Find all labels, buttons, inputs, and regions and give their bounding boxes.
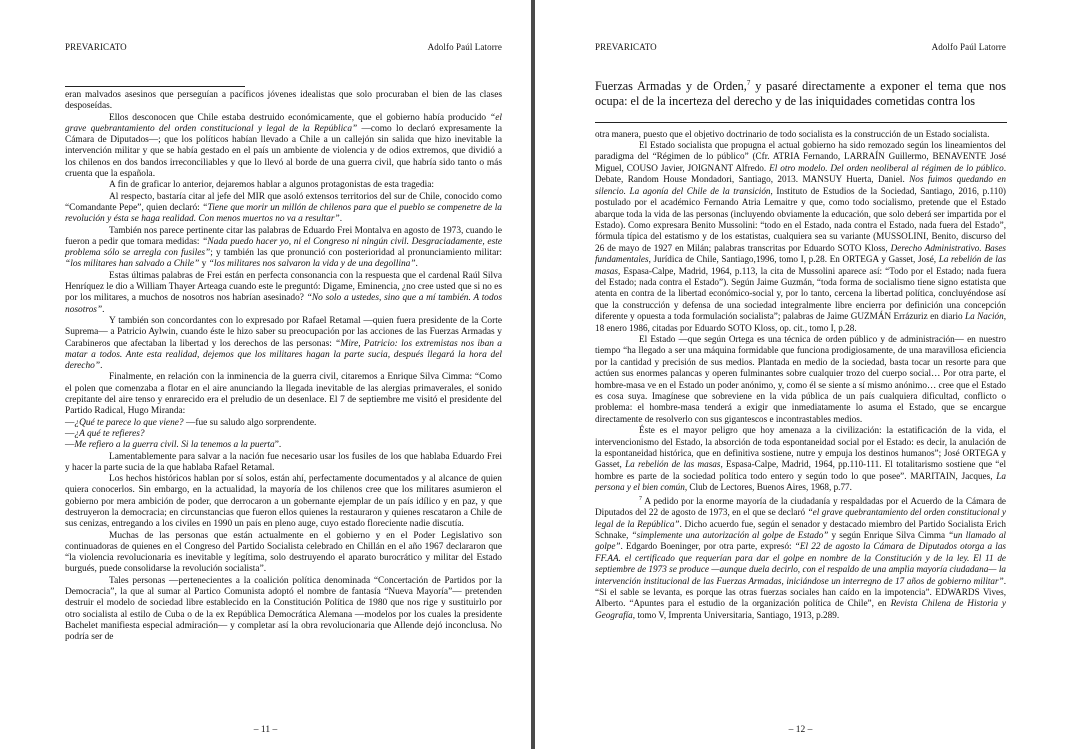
text-run: Al respecto, bastaría citar al jefe del MIR que asoló extensos territorios del sur de Chile, conocido como “Comandante Pepe”, quien declaró: xyxy=(65,191,502,213)
text-run: El Estado —que según Ortega es una técnica de orden público y de administración— en nuestro tiempo “ha llegado a ser una máquina formidable que funciona prodigiosamente, de una maravillosa eficiencia por la cantidad y precisión de sus medios. Plantada en medio de la sociedad, basta tocar un resorte para que actúen sus enormes palancas y operen fulminantes sobre cualquier trozo del cuerpo social… Por otra parte, el hombre-masa ve en el Estado un poder anónimo, y, como él se siente a sí mismo anónimo… cree que el Estado es cosa suya. Imagínese que sobreviene en la vida pública de un país cualquiera dificultad, conflicto o problema: el hombre-masa tenderá a exigir que inmediatamente lo asuma el Estado, que se encargue directamente de resolverlo con sus gigantescos e incontrastables medios. xyxy=(595,333,1006,424)
italic-quote: “los militares nos salvaron la vida y de una degollina” xyxy=(208,259,416,270)
text-run: ”. xyxy=(274,440,282,451)
dialog-line xyxy=(65,418,502,429)
text-run: A pedido por la enorme mayoría de la ciudadanía y respaldadas por el Acuerdo de la Cámara de Diputados del 22 de agosto de 1973, en el que se declaró xyxy=(595,495,1006,518)
text-run: . Edgardo Boeninger, por otra parte, expresó: xyxy=(620,541,795,552)
text-run: , 18 enero 1986, citadas por Eduardo SOTO Kloss, op. cit., tomo I, p.28. xyxy=(595,311,1006,333)
italic-quote: “simplemente una autorización al golpe de Estado” xyxy=(631,529,829,540)
paragraph xyxy=(65,316,502,372)
main-paragraph xyxy=(595,76,1006,110)
italic-quote: Derecho Administrativo. Bases fundamentales xyxy=(595,242,1007,265)
text-run: , Instituto de Estudios de la Sociedad, Santiago, 2016, p.110) postulado por el académico Fernando Atria Lemaitre y que, como todo socialismo, pretende que el Estado abarque toda la vida de las personas (incluyendo obviamente la educación, que solo deberá ser impartida por el Estado). Como expresara Benito Mussolini: “todo en el Estado, nada contra el Estado, nada fuera del Estado”, fórmula típica del estatismo y de los estatistas, cualquiera sea su variante (MUSSOLINI, Benito, discurso del 26 de mayo de 1927 en Milán; palabras transcritas por Eduardo SOTO Kloss, xyxy=(595,185,1006,253)
paragraph xyxy=(595,334,1006,425)
paragraph xyxy=(595,494,1006,622)
text-run: —fue su saludo algo sorprendente. xyxy=(183,417,317,428)
text-run: Ellos desconocen que Chile estaba destruido económicamente, que el gobierno había producido xyxy=(109,112,491,123)
text-run: y xyxy=(199,259,209,270)
main-text-end: y pasaré directamente a exponer el tema que nos ocupa: el de la incerteza del derecho y de las iniquidades cometidas contra los xyxy=(595,79,1006,109)
italic-quote: La rebelión de las masas xyxy=(625,459,721,470)
italic-quote: La Nación xyxy=(965,311,1004,322)
paragraph xyxy=(595,425,1006,493)
text-run: — xyxy=(65,428,75,439)
text-run: . xyxy=(339,214,343,225)
italic-quote: La rebelión de las masas xyxy=(595,254,1006,276)
footnote-rule xyxy=(595,122,1007,123)
italic-quote: Revista Chilena de Historia y Geografía xyxy=(595,598,1006,620)
footnote-rule xyxy=(65,86,245,87)
italic-quote: “el grave quebrantamiento del orden constitucional y legal de la República” xyxy=(595,507,1007,529)
text-run: otra manera, puesto que el objetivo doctrinario de todo socialista es la construcción de un Estado socialista. xyxy=(595,128,990,139)
footnote-number: 7 xyxy=(639,495,642,502)
running-header xyxy=(595,42,1006,54)
text-run: Y también son concordantes con lo expresado por Rafael Retamal —quien fuera presidente de la Corte Suprema— a Patricio Aylwin, cuando éste le hizo saber su preocupación por las acciones de las Fuerzas Armadas y Carabineros que afectaban la libertad y los derechos de las personas: xyxy=(65,315,502,349)
italic-quote: “los militares han salvado a Chile” xyxy=(65,259,200,270)
paragraph xyxy=(65,113,502,181)
page-left xyxy=(0,0,531,749)
text-run: ; y también las que pronunció con posterioridad al pronunciamiento militar: xyxy=(210,248,502,259)
paragraph xyxy=(65,90,502,113)
text-run: , tomo V, Imprenta Universitaria, Santiago, 1913, p.289. xyxy=(632,609,840,620)
text-run: Tales personas —pertenecientes a la coalición política denominada “Concertación de Partidos por la Democracia”, la que al sumar al Partico Comunista adoptó el nombre de fantasía “Nueva Mayoría”— pretenden destruir el modelo de sociedad libre establecido en la Constitución Política de 1980 que nos rige y sustituirlo por otro socialista al estilo de Cuba o de la ex República Democrática Alemana —modelos por los cuales la presidente Bachelet manifiesta especial admiración— y completar así la obra revolucionaria que Allende dejó inconclusa. No podría ser de xyxy=(65,575,502,643)
italic-quote: “No solo a ustedes, sino que a mí también. A todos nosotros” xyxy=(65,293,503,315)
header-author: Adolfo Paúl Latorre xyxy=(427,42,502,52)
paragraph xyxy=(65,226,502,271)
text-run: — xyxy=(65,417,75,428)
text-run: El Estado socialista que propugna el actual gobierno ha sido remozado según los lineamientos del paradigma del “Régimen de lo público” (Cfr. ATRIA Fernando, LARRAÍN Guillermo, BENAVENTE José Miguel, COUSO Javier, JOIGNANT Alfredo. xyxy=(595,140,1006,173)
italic-quote: “un llamado al golpe” xyxy=(595,529,1006,552)
italic-quote: ¿Qué te parece lo que viene? xyxy=(74,417,184,428)
text-run: . Dicho acuerdo fue, según el senador y destacado miembro del Partido Socialista Erich Schnake, xyxy=(595,518,1007,540)
text-run: Muchas de las personas que están actualmente en el gobierno y en el Poder Legislativo son continuadoras de quienes en el Congreso del Partido Socialista celebrado en Chillán en el año 1967 declararon que “la violencia revolucionaria es inevitable y legítima, solo destruyendo el aparato burocrático y militar del Estado burgués, puede consolidarse la revolución socialista”. xyxy=(65,530,502,575)
paragraph xyxy=(65,180,502,191)
text-run: eran malvados asesinos que perseguían a pacíficos jóvenes idealistas que solo procuraban el bien de las clases desposeídas. xyxy=(65,90,502,112)
page-number: – 12 – xyxy=(788,725,813,735)
header-book-title: PREVARICATO xyxy=(595,42,657,52)
text-run: , Jurídica de Chile, Santiago,1996, tomo I, p.28. En ORTEGA y Gasset, José, xyxy=(648,254,939,265)
italic-quote: La persona y el bien común xyxy=(595,470,1006,493)
text-run: . “Si el sable se levanta, es porque las otras fuerzas sociales han caído en la impotencia”. EDWARDS Vives, Alberto. “Apuntes para el estudio de la organización política de Chile”, en xyxy=(595,575,1006,609)
text-run: También nos parece pertinente citar las palabras de Eduardo Frei Montalva en agosto de 1973, cuando le fueron a pedir que tomara medidas: xyxy=(65,225,502,247)
dialog-line xyxy=(65,429,502,440)
page-number: – 11 – xyxy=(253,725,278,735)
text-run: , Espasa-Calpe, Madrid, 1964, p.113, la cita de Mussolini aparece así: “Todo por el Estado; nada fuera del Estado; nada contra el Estado”). Según Jaime Guzmán, “toda forma de socialismo tiene signo estatista que atenta en contra de la libertad económico-social y, por lo tanto, cercena la libertad política, concluyéndose así que la construcción y defensa de una sociedad integralmente libre encierra por definición una concepción diferente y opuesta a toda formulación socialista”; palabras de Jaime GUZMÁN Errázuriz en diario xyxy=(595,265,1006,322)
text-run: Estas últimas palabras de Frei están en perfecta consonancia con la respuesta que el cardenal Raúl Silva Henríquez le dio a William Thayer Arteaga cuando este le preguntó: Digame, Eminencia, ¿no cree usted que si no es por los militares, a muchos de nosotros nos habrían asesinado? xyxy=(65,270,502,304)
italic-quote: Nos fuimos quedando en silencio. La agonía del Chile de la transición xyxy=(595,174,1006,196)
italic-quote: “Nada puedo hacer yo, ni el Congreso ni ningún civil. Desgraciadamente, este problema sólo se arregla con fusiles” xyxy=(65,236,502,259)
footnote-marker: 7 xyxy=(746,79,751,87)
text-run: . xyxy=(100,361,103,372)
text-run: Lamentablemente para salvar a la nación fue necesario usar los fusiles de los que hablaba Eduardo Frei y hacer la parte sucia de la que hablaba Rafael Retamal. xyxy=(65,451,502,473)
italic-quote: “Mire, Patricio: los extremistas nos iban a matar a todos. Ante esta realidad, dejemos que los militares hagan la parte sucia, después llegará la hora del derecho” xyxy=(65,338,502,372)
italic-quote: El otro modelo. Del orden neoliberal al régimen de lo público xyxy=(769,162,1004,173)
italic-quote: “El 22 de agosto la Cámara de Diputados otorga a las FF.AA. el certificado que requerían para dar el golpe en nombre de la Constitución y de la ley. El 11 de septiembre de 1973 se produce —aunque duela decirlo, con el respaldo de una amplia mayoría ciudadana— la intervención institucional de las Fuerzas Armadas, iniciándose un interregno de 17 años de gobierno militar” xyxy=(595,541,1006,586)
text-run: . xyxy=(102,304,105,315)
header-author: Adolfo Paúl Latorre xyxy=(931,42,1006,52)
main-text-start: Fuerzas Armadas y de Orden, xyxy=(595,79,747,94)
paragraph xyxy=(65,576,502,644)
footnotes xyxy=(595,129,1006,622)
text-run: y según Enrique Silva Cimma xyxy=(828,529,949,540)
page-right xyxy=(535,0,1066,749)
left-footnote-text xyxy=(65,90,502,644)
paragraph xyxy=(65,372,502,417)
text-run: , Club de Lectores, Buenos Aires, 1968, p.77. xyxy=(684,482,852,493)
text-run: —como lo declaró expresamente la Cámara de Diputados—; que los políticos habían llevado a Chile a un callejón sin salida que hizo inevitable la intervención militar y que se había gestado en el país un ambiente de violencia y de odios extremos, que dividió a los chilenos en dos bandos irreconciliables y que lo llevó al borde de una guerra civil, que habría sido tanto o más cruenta que la española. xyxy=(65,123,503,180)
header-book-title: PREVARICATO xyxy=(65,42,127,52)
italic-quote: Me refiero a la guerra civil. Si la tenemos a la puerta xyxy=(74,440,275,451)
text-run: — xyxy=(65,440,75,451)
text-run: Éste es el mayor peligro que hoy amenaza a la civilización: la estatificación de la vida, el intervencionismo del Estado, la absorción de toda espontaneidad social por el Estado: es decir, la anulación de la espontaneidad histórica, que en definitiva sostiene, nutre y empuja los destinos humanos”; José ORTEGA y Gasset, xyxy=(595,425,1006,470)
dialog-line xyxy=(65,440,502,451)
paragraph xyxy=(65,192,502,226)
main-body-text xyxy=(595,76,1006,110)
paragraph xyxy=(65,531,502,576)
paragraph xyxy=(595,140,1006,334)
italic-quote: “Tiene que morir un millón de chilenos para que el pueblo se compenetre de la revolución y ésta se haga realidad. Con menos muertos no va a resultar” xyxy=(65,202,502,225)
paragraph xyxy=(595,129,1006,140)
text-run: A fin de graficar lo anterior, dejaremos hablar a algunos protagonistas de esta tragedia: xyxy=(109,180,435,191)
text-run: Finalmente, en relación con la inminencia de la guerra civil, citaremos a Enrique Silva Cimma: “Como el polen que comenzaba a flotar en el aire anunciando la llegada inevitable de las alergias primaverales, el sonido crepitante del aire tenso y enrarecido era el preludio de un desenlace. El 7 de septiembre me visitó el presidente del Partido Radical, Hugo Miranda: xyxy=(65,372,502,417)
italic-quote: ¿A qué te refieres? xyxy=(74,428,145,439)
paragraph xyxy=(65,271,502,316)
text-run: . Debate, Random House Mondadori, Santiago, 2013. MANSUY Huerta, Daniel. xyxy=(595,162,1007,185)
text-run: . xyxy=(415,259,418,270)
paragraph xyxy=(65,452,502,475)
running-header xyxy=(65,42,502,54)
paragraph xyxy=(65,474,502,530)
italic-quote: “el grave quebrantamiento del orden constitucional y legal de la República” xyxy=(65,112,502,134)
text-run: , Espasa-Calpe, Madrid, 1964, pp.110-111. El totalitarismo sostiene que “el hombre es parte de la sociedad política todo entero y según todo lo que posee”. MARITAIN, Jacques, xyxy=(595,459,1006,481)
text-run: Los hechos históricos hablan por sí solos, están ahí, perfectamente documentados y al alcance de quien quiera conocerlos. Sin embargo, en la actualidad, la mayoría de los chilenos cree que los militares asumieron el gobierno por mera ambición de poder, que derrocaron a un gobernante ejemplar de un país idílico y en paz, y que destruyeron la democracia; en circunstancias que fueron ellos quienes la restauraron y quienes rescataron a Chile de sus cenizas, entregando a los civiles en 1990 un país en pleno auge, cuyo estado floreciente nadie discutía. xyxy=(65,474,502,530)
